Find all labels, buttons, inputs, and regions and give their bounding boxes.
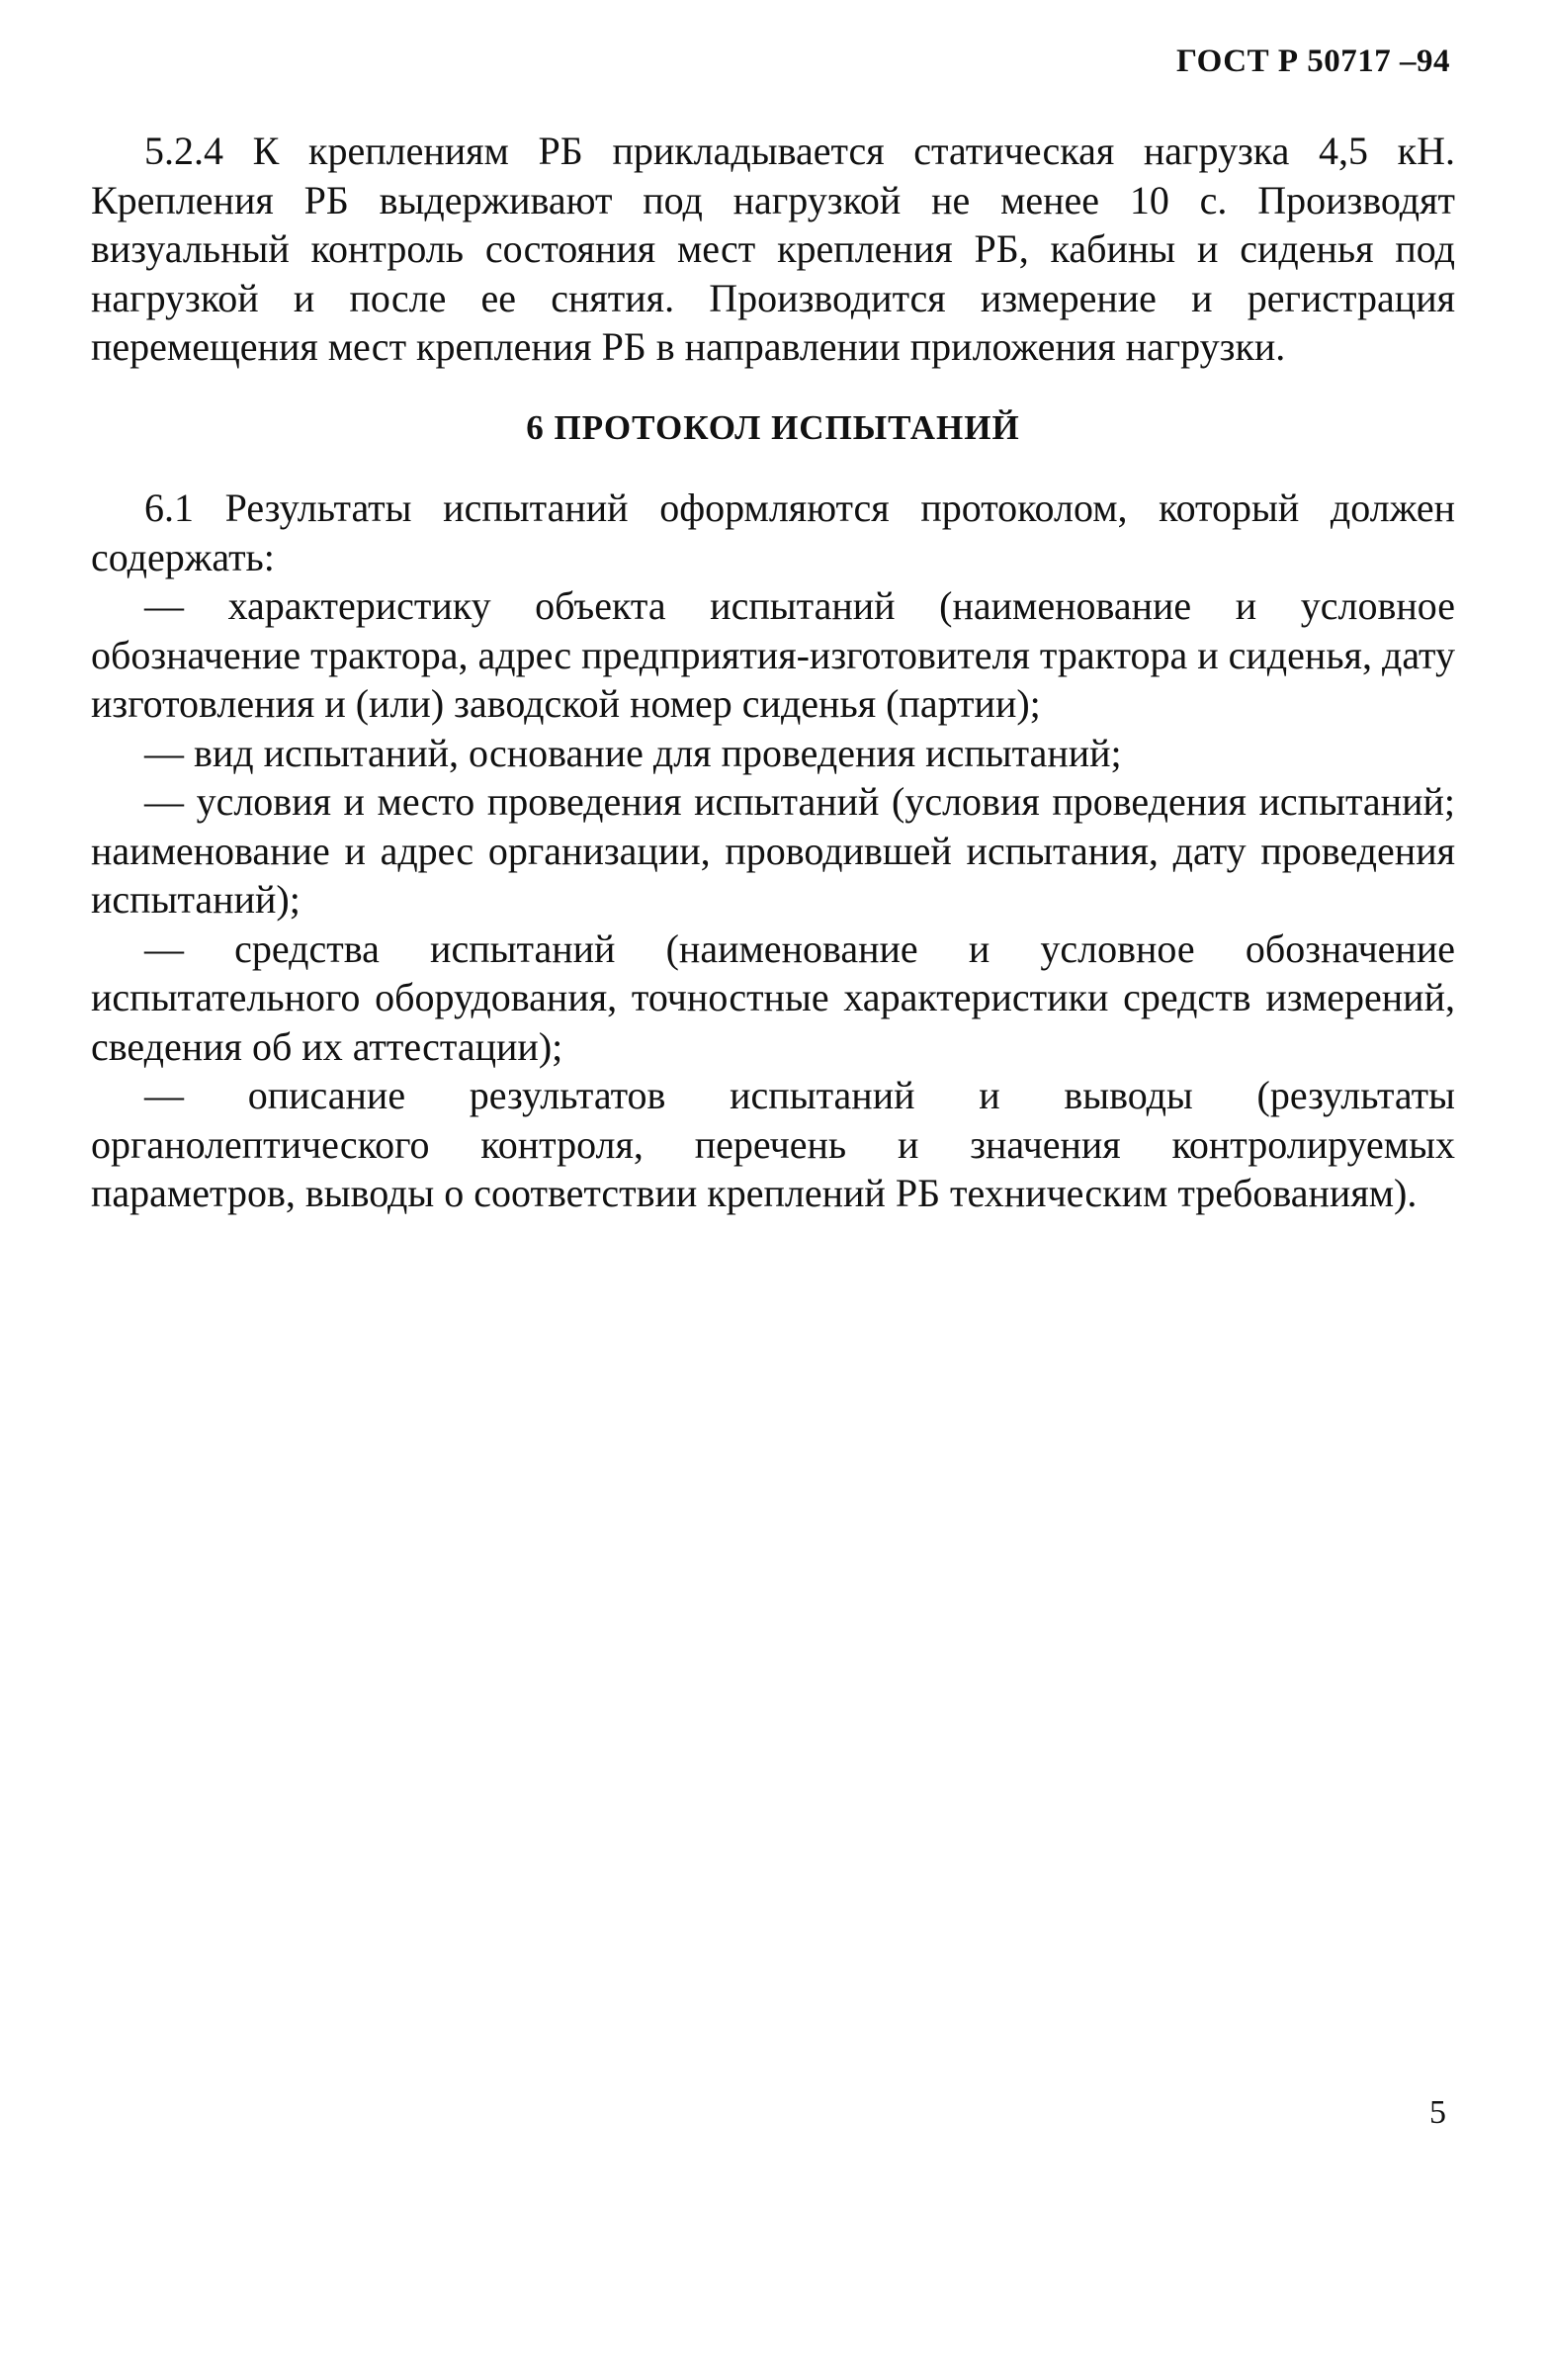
paragraph-6-1: 6.1 Результаты испытаний оформляются протоколом, который должен содержать: [91,485,1455,579]
section-heading: 6 ПРОТОКОЛ ИСПЫТАНИЙ [526,407,1020,447]
document-body [91,127,1455,1218]
list-item: — средства испытаний (наименование и условное обозначение испытательного оборудования, точностные характеристики средств измерений, сведения об их аттестации); [91,926,1455,1069]
list-item: — характеристику объекта испытаний (наименование и условное обозначение трактора, адрес предприятия-изготовителя трактора и сиденья, дату изготовления и (или) заводской номер сиденья (партии); [91,583,1455,726]
list-item: — описание результатов испытаний и выводы (результаты органолептического контроля, перечень и значения контролируемых параметров, выводы о соответствии креплений РБ техническим требованиям). [91,1073,1455,1215]
list-item: — условия и место проведения испытаний (условия проведения испытаний; наименование и адрес организации, проводившей испытания, дату проведения испытаний); [91,779,1455,922]
page-number: 5 [1429,2094,1446,2131]
list-item: — вид испытаний, основание для проведения испытаний; [144,730,1122,775]
document-code: ГОСТ Р 50717 –94 [1176,44,1450,79]
paragraph-5-2-4: 5.2.4 К креплениям РБ прикладывается статическая нагрузка 4,5 кН. Крепления РБ выдерживают под нагрузкой не менее 10 с. Производят визуальный контроль состояния мест крепления РБ, кабины и сиденья под нагрузкой и после ее снятия. Производится измерение и регистрация перемещения мест крепления РБ в направлении приложения нагрузки. [91,129,1455,369]
